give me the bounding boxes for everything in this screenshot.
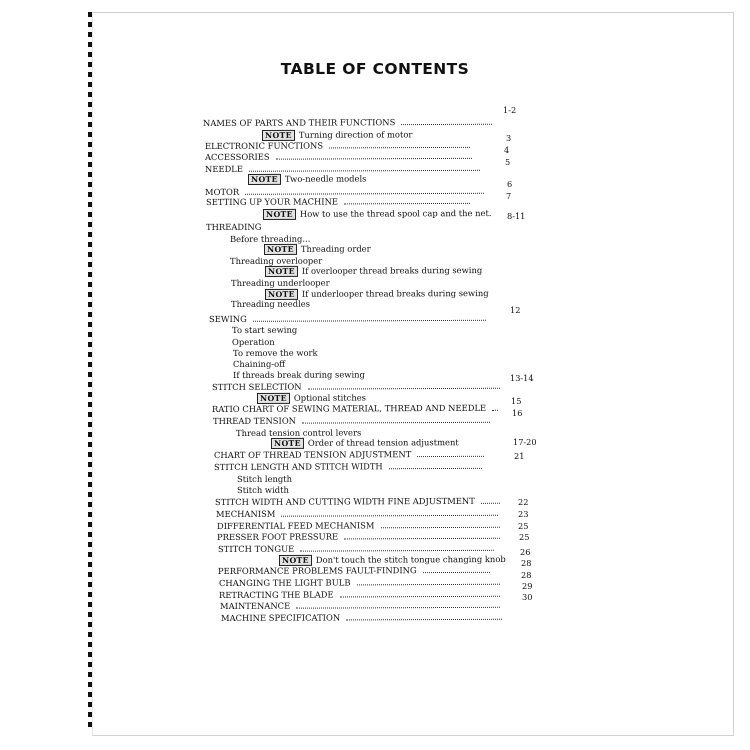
toc-entry [232, 325, 297, 336]
toc-note [265, 265, 482, 277]
toc-entry-text: Stitch length [236, 473, 293, 484]
dot-leader [417, 456, 484, 457]
note-badge: NOTE [271, 438, 304, 449]
toc-page-number: 29 [522, 581, 533, 591]
note-badge: NOTE [279, 555, 312, 566]
toc-entry [219, 590, 334, 601]
toc-entry-text: MECHANISM [215, 508, 276, 519]
toc-note [264, 244, 371, 255]
toc-entry-text: If threads break during sewing [232, 369, 365, 380]
toc-entry [209, 314, 247, 325]
toc-entry [206, 196, 338, 208]
dot-leader [492, 410, 498, 411]
toc-entry-text: Threading needles [230, 298, 311, 309]
dot-leader [346, 619, 502, 621]
toc-entry [214, 449, 411, 461]
toc-entry-text: ACCESSORIES [204, 151, 270, 162]
note-badge: NOTE [265, 266, 298, 277]
dot-leader [344, 538, 500, 540]
toc-entry [213, 416, 296, 427]
toc-entry-text: Don't touch the stitch tongue changing knob [315, 554, 506, 565]
toc-entry-text: CHANGING THE LIGHT BULB [218, 577, 351, 588]
toc-page-number: 3 [506, 133, 512, 143]
toc-entry-text: STITCH LENGTH AND STITCH WIDTH [213, 461, 383, 472]
toc-entry [237, 474, 292, 485]
toc-note [262, 129, 412, 141]
toc-page-number: 22 [518, 497, 529, 507]
toc-entry-text: Threading overlooper [229, 255, 323, 266]
dot-leader [481, 503, 500, 504]
dot-leader [245, 193, 484, 195]
toc-entry-text: THREAD TENSION [212, 415, 297, 426]
toc-entry [233, 348, 318, 359]
toc-page-number: 25 [518, 521, 529, 531]
toc-entry [220, 601, 290, 612]
toc-entry-text: MAINTENANCE [219, 600, 291, 611]
toc-entry-text: STITCH SELECTION [211, 381, 302, 392]
dot-leader [281, 515, 498, 517]
toc-entry-text: SEWING [208, 313, 247, 324]
toc-page-number: 8-11 [507, 211, 526, 221]
dot-leader [329, 147, 470, 149]
toc-entry-text: Stitch width [236, 484, 289, 495]
note-badge: NOTE [248, 174, 281, 185]
toc-page-number: 5 [505, 157, 511, 167]
toc-page-number: 12 [510, 305, 521, 315]
dot-leader [381, 527, 500, 529]
note-badge: NOTE [263, 209, 296, 220]
toc-page-number: 26 [520, 547, 531, 557]
dot-leader [249, 170, 480, 172]
toc-entry [218, 565, 417, 577]
dot-leader [276, 158, 472, 160]
toc-entry-text: Chaining-off [232, 358, 286, 369]
toc-entry-text: PRESSER FOOT PRESSURE [216, 531, 339, 542]
toc-page-number: 25 [519, 532, 530, 542]
toc-entry-text: Order of thread tension adjustment [307, 437, 459, 448]
toc-entry [217, 520, 375, 532]
dot-leader [357, 584, 500, 586]
toc-entry-text: Threading order [300, 243, 371, 254]
toc-entry-text: Turning direction of motor [298, 129, 413, 140]
toc-entry [237, 485, 289, 496]
toc-entry [205, 140, 323, 152]
toc-entry-text: NAMES OF PARTS AND THEIR FUNCTIONS [202, 117, 396, 128]
toc-entry-text: NEEDLE [204, 163, 243, 174]
toc-page-number: 28 [521, 558, 532, 568]
toc-entry [232, 337, 275, 348]
toc-entry-text: Optional stitches [293, 392, 366, 403]
dot-leader [253, 320, 486, 322]
toc-entry-text: THREADING [205, 221, 262, 232]
note-badge: NOTE [257, 393, 290, 404]
toc-entry [231, 278, 330, 289]
toc-entry-text: ELECTRONIC FUNCTIONS [204, 140, 324, 151]
toc-entry [206, 222, 261, 233]
toc-entry [218, 544, 294, 555]
dot-leader [423, 572, 490, 573]
toc-entry [203, 117, 395, 129]
toc-page-number: 17-20 [513, 437, 537, 447]
toc-entry-text: RATIO CHART OF SEWING MATERIAL, THREAD AND NEEDLE [211, 402, 487, 414]
toc-entry-text: How to use the thread spool cap and the net. [299, 208, 492, 219]
toc-note [279, 554, 506, 566]
dot-leader [401, 124, 492, 125]
toc-entry-text: MOTOR [204, 186, 240, 197]
toc-entry-text: Operation [231, 336, 275, 347]
note-badge: NOTE [264, 244, 297, 255]
toc-entry-text: STITCH TONGUE [217, 543, 295, 554]
toc-entry-text: If underlooper thread breaks during sewing [301, 288, 489, 299]
dot-leader [308, 388, 500, 390]
toc-page-number: 30 [522, 592, 533, 602]
toc-note [248, 173, 366, 185]
toc-entry [212, 403, 486, 415]
toc-entry-text: MACHINE SPECIFICATION [220, 612, 341, 623]
toc-page-number: 7 [506, 191, 512, 201]
toc-page-number: 6 [507, 179, 513, 189]
toc-entry [215, 496, 475, 508]
toc-entry-text: Thread tension control levers [235, 427, 362, 438]
toc-entry-text: DIFFERENTIAL FEED MECHANISM [216, 520, 375, 531]
toc-entry-text: To remove the work [232, 347, 318, 358]
toc-page-number: 1-2 [503, 105, 517, 115]
dot-leader [340, 596, 500, 598]
toc-entry [219, 577, 351, 589]
toc-entry-text: If overlooper thread breaks during sewing [301, 265, 483, 276]
dot-leader [389, 468, 482, 469]
toc-entry-text: CHART OF THREAD TENSION ADJUSTMENT [213, 449, 412, 460]
toc-note [271, 437, 459, 449]
toc-entry-text: RETRACTING THE BLADE [218, 589, 334, 600]
toc-page-number: 23 [518, 509, 529, 519]
toc-page-number: 4 [504, 145, 510, 155]
note-badge: NOTE [262, 130, 295, 141]
toc-entry [212, 382, 302, 393]
toc-entry [217, 531, 338, 543]
toc-entry-text: Two-needle models [284, 173, 367, 184]
note-badge: NOTE [265, 289, 298, 300]
toc-entry-text: STITCH WIDTH AND CUTTING WIDTH FINE ADJUSTMENT [214, 495, 475, 507]
toc-entry [214, 461, 383, 473]
dot-leader [344, 203, 470, 205]
page-title: TABLE OF CONTENTS [280, 60, 470, 78]
toc-note [263, 208, 492, 220]
toc-entry-text: PERFORMANCE PROBLEMS FAULT-FINDING [217, 565, 417, 576]
toc-entry [231, 299, 310, 310]
toc-entry [216, 509, 275, 520]
toc-note [257, 393, 366, 404]
toc-page-number: 16 [512, 408, 523, 418]
dot-leader [296, 607, 500, 609]
toc-entry-text: To start sewing [231, 324, 298, 335]
toc-entry [205, 152, 270, 163]
toc-entry [233, 369, 365, 381]
toc-entry [221, 612, 340, 624]
toc-page-number: 28 [521, 570, 532, 580]
toc-page-number: 13-14 [510, 373, 534, 383]
toc-page-number: 15 [511, 396, 522, 406]
dot-leader [300, 550, 494, 552]
toc-entry-text: Threading underlooper [230, 277, 330, 288]
toc-page-number: 21 [514, 451, 525, 461]
toc-entry-text: SETTING UP YOUR MACHINE [205, 196, 339, 207]
dot-leader [302, 422, 490, 424]
toc-entry [205, 164, 243, 175]
toc-entry [233, 359, 285, 370]
toc-entry-text: Before threading... [229, 233, 311, 244]
